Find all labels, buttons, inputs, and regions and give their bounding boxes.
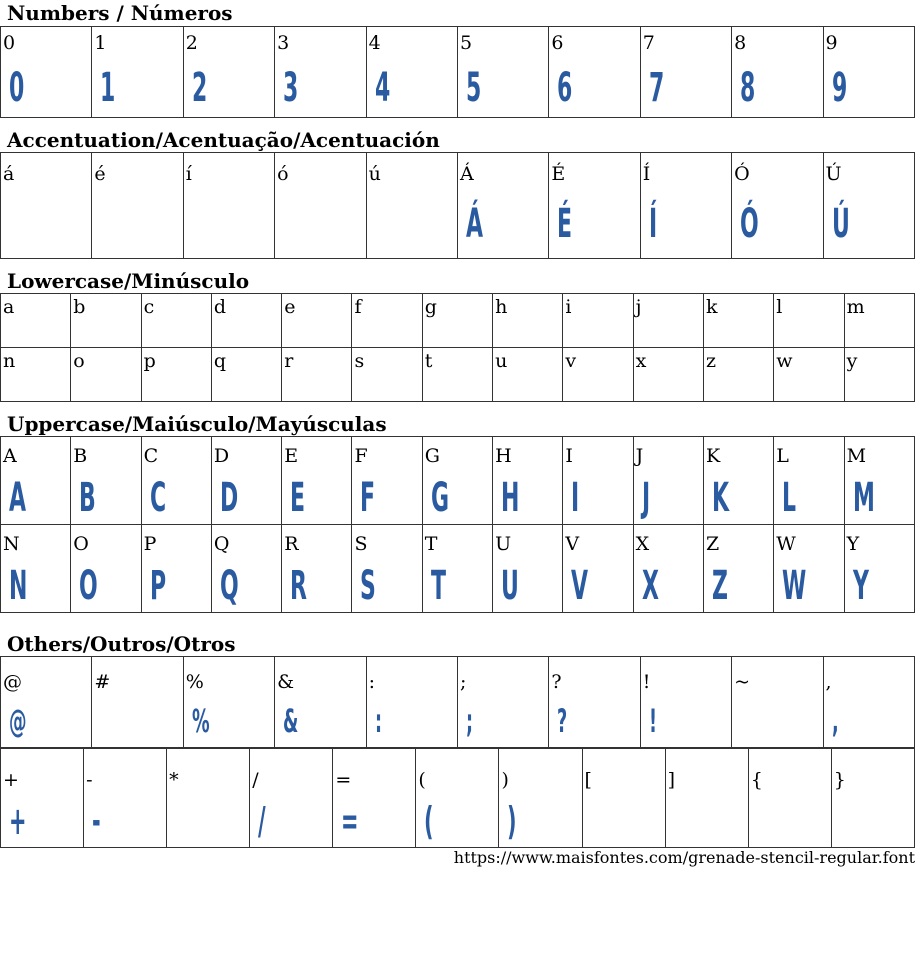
char-label: p — [143, 350, 156, 372]
glyph-cell — [774, 525, 844, 613]
glyph-cell — [1, 749, 84, 848]
glyph-cell — [582, 749, 665, 848]
glyph-cell — [1, 657, 92, 748]
font-sample-glyph: 9 — [831, 65, 847, 111]
footer-url[interactable]: https://www.maisfontes.com/grenade-stencil-regular.font — [453, 848, 915, 867]
glyph-cell — [250, 749, 333, 848]
glyph-cell — [71, 525, 141, 613]
char-label: , — [825, 671, 832, 693]
font-sample-glyph: ( — [424, 799, 434, 843]
font-sample-glyph: ) — [507, 799, 518, 843]
char-label: v — [565, 350, 577, 372]
font-sample-glyph: S — [360, 563, 377, 609]
char-label: Z — [705, 533, 720, 555]
font-sample-glyph: X — [641, 563, 659, 609]
font-sample-glyph: , — [831, 702, 839, 740]
font-sample-glyph: V — [571, 563, 589, 609]
char-label: [ — [584, 769, 592, 791]
glyph-cell — [457, 27, 548, 118]
char-label: ( — [418, 769, 426, 791]
char-label: c — [143, 296, 155, 318]
glyph-cell — [1, 437, 71, 525]
font-sample-glyph: ; — [465, 702, 473, 740]
char-label: z — [705, 350, 716, 372]
char-label: } — [833, 769, 846, 791]
glyph-cell — [416, 749, 499, 848]
glyph-cell — [640, 657, 731, 748]
glyph-cell — [774, 348, 844, 402]
char-label: 3 — [277, 32, 290, 54]
glyph-cell — [549, 657, 640, 748]
char-label: ) — [501, 769, 509, 791]
glyph-cell — [1, 294, 71, 348]
glyph-cell — [563, 437, 633, 525]
glyph-cell — [563, 294, 633, 348]
font-sample-glyph: Ú — [831, 201, 850, 247]
font-sample-glyph: % — [191, 702, 210, 740]
char-label: O — [73, 533, 89, 555]
char-label: 9 — [825, 32, 838, 54]
glyph-cell — [493, 525, 563, 613]
char-label: É — [551, 163, 566, 185]
font-sample-glyph: K — [711, 475, 730, 521]
char-label: Ó — [734, 163, 750, 185]
grid-row — [1, 525, 915, 613]
grid-row — [1, 657, 915, 748]
glyph-cell — [211, 525, 281, 613]
char-label: R — [284, 533, 299, 555]
char-label: a — [3, 296, 15, 318]
glyph-cell — [457, 153, 548, 259]
glyph-cell — [422, 525, 492, 613]
char-label: 7 — [642, 32, 655, 54]
char-label: @ — [3, 671, 22, 693]
grid-row — [1, 27, 915, 118]
char-label: ] — [667, 769, 676, 791]
font-sample-glyph: 4 — [374, 65, 390, 111]
char-label: N — [3, 533, 20, 555]
font-sample-glyph: - — [92, 799, 101, 843]
char-label: y — [846, 350, 858, 372]
font-sample-glyph: 8 — [740, 65, 756, 111]
glyph-cell — [823, 657, 914, 748]
char-label: K — [705, 445, 721, 467]
glyph-cell — [422, 348, 492, 402]
glyph-cell — [844, 348, 914, 402]
font-sample-glyph: L — [782, 475, 797, 521]
glyph-cell — [183, 657, 274, 748]
glyph-cell — [549, 153, 640, 259]
char-label: x — [635, 350, 647, 372]
font-sample-glyph: C — [149, 475, 166, 521]
glyph-cell — [457, 657, 548, 748]
glyph-cell — [633, 525, 703, 613]
char-label: 1 — [94, 32, 107, 54]
glyph-cell — [703, 525, 773, 613]
font-sample-glyph: Ó — [740, 201, 759, 247]
char-label: I — [565, 445, 573, 467]
char-label: + — [3, 769, 19, 791]
char-label: G — [424, 445, 440, 467]
uppercase-heading: Uppercase/Maiúsculo/Mayúsculas — [7, 412, 387, 436]
char-label: : — [368, 671, 375, 693]
char-label: ú — [368, 163, 381, 185]
font-sample-glyph: + — [9, 799, 27, 843]
char-label: X — [635, 533, 650, 555]
font-sample-glyph: E — [290, 475, 306, 521]
font-sample-glyph: 6 — [557, 65, 573, 111]
char-label: o — [73, 350, 85, 372]
char-label: e — [284, 296, 296, 318]
char-label: Y — [846, 533, 860, 555]
glyph-cell — [633, 294, 703, 348]
font-sample-glyph: Q — [219, 563, 239, 609]
char-label: l — [776, 296, 783, 318]
font-sample-glyph: Y — [852, 563, 869, 609]
glyph-cell — [563, 348, 633, 402]
char-label: i — [565, 296, 572, 318]
font-sample-glyph: Í — [648, 201, 657, 247]
char-label: u — [495, 350, 508, 372]
grid-row — [1, 749, 915, 848]
font-sample-glyph: Z — [711, 563, 728, 609]
glyph-cell — [141, 525, 211, 613]
char-label: C — [143, 445, 159, 467]
char-label: D — [213, 445, 230, 467]
char-label: = — [335, 769, 352, 791]
font-sample-glyph: 7 — [648, 65, 665, 111]
glyph-cell — [92, 657, 183, 748]
char-label: 5 — [459, 32, 473, 54]
char-label: f — [354, 296, 362, 318]
char-label: ? — [551, 671, 562, 693]
char-label: { — [750, 769, 763, 791]
glyph-cell — [703, 348, 773, 402]
font-sample-glyph: R — [290, 563, 308, 609]
font-sample-glyph: / — [258, 799, 266, 843]
glyph-cell — [211, 294, 281, 348]
char-label: n — [3, 350, 16, 372]
char-label: V — [565, 533, 580, 555]
font-sample-glyph: U — [501, 563, 519, 609]
font-sample-glyph: T — [430, 563, 446, 609]
char-label: é — [94, 163, 106, 185]
font-sample-glyph: A — [9, 475, 27, 521]
glyph-cell — [823, 153, 914, 259]
lowercase-heading: Lowercase/Minúsculo — [7, 269, 250, 293]
char-label: h — [495, 296, 508, 318]
char-label: S — [354, 533, 368, 555]
glyph-cell — [352, 525, 422, 613]
font-sample-glyph: W — [782, 563, 807, 609]
glyph-cell — [493, 437, 563, 525]
glyph-cell — [665, 749, 748, 848]
char-label: P — [143, 533, 157, 555]
glyph-cell — [422, 294, 492, 348]
glyph-cell — [183, 27, 274, 118]
uppercase-grid — [0, 436, 915, 613]
char-label: q — [213, 350, 227, 372]
char-label: Á — [459, 163, 474, 185]
font-sample-glyph: 2 — [191, 65, 208, 111]
char-label: 4 — [368, 32, 381, 54]
char-label: * — [169, 769, 179, 791]
glyph-cell — [352, 294, 422, 348]
glyph-cell — [333, 749, 416, 848]
glyph-cell — [640, 153, 731, 259]
glyph-cell — [282, 294, 352, 348]
glyph-cell — [844, 294, 914, 348]
char-label: w — [776, 350, 793, 372]
char-label: / — [252, 769, 259, 791]
glyph-cell — [282, 348, 352, 402]
char-label: ! — [642, 671, 651, 693]
glyph-cell — [1, 525, 71, 613]
char-label: A — [3, 445, 17, 467]
glyph-cell — [183, 153, 274, 259]
glyph-cell — [732, 657, 823, 748]
char-label: 8 — [734, 32, 747, 54]
char-label: Q — [213, 533, 230, 555]
char-label: L — [776, 445, 789, 467]
glyph-cell — [633, 437, 703, 525]
font-sample-glyph: B — [79, 475, 97, 521]
font-sample-glyph: 0 — [9, 65, 25, 111]
glyph-cell — [844, 437, 914, 525]
char-label: g — [424, 296, 437, 318]
glyph-cell — [282, 525, 352, 613]
glyph-cell — [640, 27, 731, 118]
font-sample-glyph: Á — [465, 201, 483, 247]
font-sample-glyph: : — [374, 702, 382, 740]
glyph-cell — [275, 153, 366, 259]
glyph-cell — [92, 153, 183, 259]
glyph-cell — [71, 437, 141, 525]
glyph-cell — [422, 437, 492, 525]
char-label: r — [284, 350, 294, 372]
glyph-cell — [732, 27, 823, 118]
char-label: m — [846, 296, 865, 318]
glyph-cell — [275, 657, 366, 748]
char-label: F — [354, 445, 368, 467]
glyph-cell — [366, 657, 457, 748]
glyph-cell — [703, 294, 773, 348]
char-label: t — [424, 350, 433, 372]
glyph-cell — [732, 153, 823, 259]
glyph-cell — [493, 348, 563, 402]
glyph-cell — [499, 749, 582, 848]
font-sample-glyph: H — [501, 475, 520, 521]
others-grid-1 — [0, 656, 915, 748]
accents-heading: Accentuation/Acentuação/Acentuación — [7, 128, 440, 152]
char-label: & — [277, 671, 295, 693]
numbers-heading: Numbers / Números — [7, 1, 233, 25]
glyph-cell — [366, 27, 457, 118]
font-sample-glyph: J — [641, 475, 650, 521]
char-label: H — [495, 445, 512, 467]
glyph-cell — [1, 348, 71, 402]
char-label: Í — [642, 163, 651, 185]
glyph-cell — [84, 749, 167, 848]
char-label: 6 — [551, 32, 564, 54]
font-sample-glyph: ? — [557, 702, 568, 740]
font-sample-glyph: @ — [9, 702, 27, 740]
char-label: M — [846, 445, 867, 467]
font-sample-glyph: 1 — [100, 65, 116, 111]
font-sample-glyph: ! — [648, 702, 657, 740]
char-label: E — [284, 445, 299, 467]
char-label: s — [354, 350, 365, 372]
font-sample-glyph: = — [341, 799, 359, 843]
others-heading: Others/Outros/Otros — [7, 632, 236, 656]
glyph-cell — [831, 749, 914, 848]
glyph-cell — [92, 27, 183, 118]
grid-row — [1, 153, 915, 259]
char-label: Ú — [825, 163, 842, 185]
glyph-cell — [71, 348, 141, 402]
glyph-cell — [282, 437, 352, 525]
char-label: J — [635, 445, 644, 467]
grid-row — [1, 294, 915, 348]
glyph-cell — [774, 294, 844, 348]
font-sample-glyph: I — [571, 475, 580, 521]
char-label: % — [185, 671, 204, 693]
font-sample-glyph: G — [430, 475, 449, 521]
font-sample-glyph: O — [79, 563, 99, 609]
font-sample-glyph: 3 — [283, 65, 299, 111]
char-label: U — [495, 533, 512, 555]
glyph-cell — [275, 27, 366, 118]
glyph-cell — [549, 27, 640, 118]
lowercase-grid — [0, 293, 915, 402]
glyph-cell — [141, 294, 211, 348]
glyph-cell — [141, 437, 211, 525]
char-label: 0 — [3, 32, 16, 54]
char-label: d — [213, 296, 227, 318]
char-label: W — [776, 533, 796, 555]
glyph-cell — [774, 437, 844, 525]
char-label: á — [3, 163, 15, 185]
glyph-cell — [633, 348, 703, 402]
glyph-cell — [352, 348, 422, 402]
char-label: j — [635, 296, 642, 318]
char-label: k — [705, 296, 718, 318]
numbers-grid — [0, 26, 915, 118]
char-label: í — [185, 163, 192, 185]
font-sample-glyph: 5 — [465, 65, 482, 111]
grid-row — [1, 437, 915, 525]
font-sample-glyph: D — [219, 475, 239, 521]
font-sample-glyph: N — [9, 563, 28, 609]
font-sample-glyph: P — [149, 563, 166, 609]
font-sample-glyph: É — [557, 201, 573, 247]
glyph-cell — [703, 437, 773, 525]
glyph-cell — [493, 294, 563, 348]
glyph-cell — [352, 437, 422, 525]
char-label: 2 — [185, 32, 198, 54]
accents-grid — [0, 152, 915, 259]
font-sample-glyph: & — [283, 702, 299, 740]
grid-row — [1, 348, 915, 402]
char-label: ~ — [734, 671, 751, 693]
glyph-cell — [844, 525, 914, 613]
glyph-cell — [823, 27, 914, 118]
glyph-cell — [748, 749, 831, 848]
glyph-cell — [366, 153, 457, 259]
char-label: B — [73, 445, 88, 467]
glyph-cell — [563, 525, 633, 613]
glyph-cell — [167, 749, 250, 848]
char-label: # — [94, 671, 111, 693]
glyph-cell — [211, 348, 281, 402]
glyph-cell — [1, 153, 92, 259]
glyph-cell — [1, 27, 92, 118]
font-sample-glyph: F — [360, 475, 376, 521]
font-sample-glyph: M — [852, 475, 875, 521]
char-label: T — [424, 533, 438, 555]
char-label: ó — [277, 163, 289, 185]
char-label: - — [86, 769, 93, 791]
glyph-cell — [71, 294, 141, 348]
char-label: b — [73, 296, 86, 318]
glyph-cell — [141, 348, 211, 402]
others-grid-2 — [0, 748, 915, 848]
glyph-cell — [211, 437, 281, 525]
char-label: ; — [459, 671, 467, 693]
